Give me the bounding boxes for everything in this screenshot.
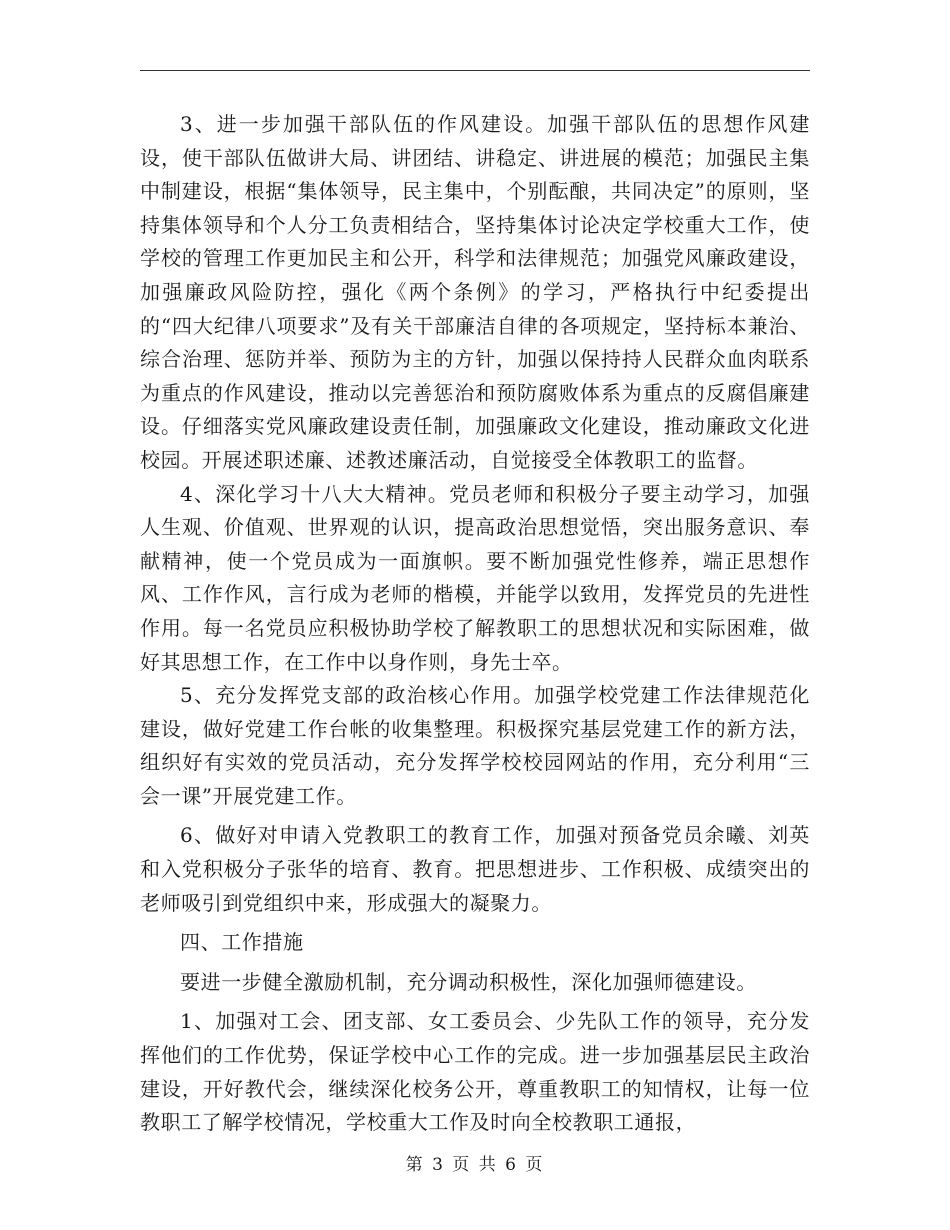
header-rule [140, 70, 810, 71]
document-body [140, 108, 810, 1140]
paragraph-item-3: 3、进一步加强干部队伍的作风建设。加强干部队伍的思想作风建设，使干部队伍做讲大局、讲团结、讲稳定、讲进展的模范；加强民主集中制建设，根据“集体领导，民主集中，个别酝酿，共同决定”的原则，坚持集体领导和个人分工负责相结合，坚持集体讨论决定学校重大工作，使学校的管理工作更加民主和公开，科学和法律规范；加强党风廉政建设，加强廉政风险防控，强化《两个条例》的学习，严格执行中纪委提出的“四大纪律八项要求”及有关干部廉洁自律的各项规定，坚持标本兼治、综合治理、惩防并举、预防为主的方针，加强以保持持人民群众血肉联系为重点的作风建设，推动以完善惩治和预防腐败体系为重点的反腐倡廉建设。仔细落实党风廉政建设责任制，加强廉政文化建设，推动廉政文化进校园。开展述职述廉、述教述廉活动，自觉接受全体教职工的监督。 [140, 112, 810, 472]
paragraph-item-4: 4、深化学习十八大大精神。党员老师和积极分子要主动学习，加强人生观、价值观、世界观的认识，提高政治思想觉悟，突出服务意识、奉献精神，使一个党员成为一面旗帜。要不断加强党性修养，端正思想作风、工作作风，言行成为老师的楷模，并能学以致用，发挥党员的先进性作用。每一名党员应积极协助学校了解教职工的思想状况和实际困难，做好其思想工作，在工作中以身作则，身先士卒。 [140, 481, 810, 674]
page-footer: 第 3 页 共 6 页 [405, 1155, 545, 1175]
section-intro: 要进一步健全激励机制，充分调动积极性，深化加强师德建设。 [180, 969, 757, 994]
section-heading: 四、工作措施 [180, 930, 304, 955]
measure-paragraph-1: 1、加强对工会、团支部、女工委员会、少先队工作的领导，充分发挥他们的工作优势，保证学校中心工作的完成。进一步加强基层民主政治建设，开好教代会，继续深化校务公开，尊重教职工的知情权，让每一位教职工了解学校情况，学校重大工作及时向全校教职工通报， [140, 1009, 810, 1135]
paragraph-item-6: 6、做好对申请入党教职工的教育工作，加强对预备党员余曦、刘英和入党积极分子张华的培育、教育。把思想进步、工作积极、成绩突出的老师吸引到党组织中来，形成强大的凝聚力。 [140, 823, 810, 915]
paragraph-item-5: 5、充分发挥党支部的政治核心作用。加强学校党建工作法律规范化建设，做好党建工作台帐的收集整理。积极探究基层党建工作的新方法，组织好有实效的党员活动，充分发挥学校校园网站的作用，充分利用“三会一课”开展党建工作。 [140, 683, 810, 808]
